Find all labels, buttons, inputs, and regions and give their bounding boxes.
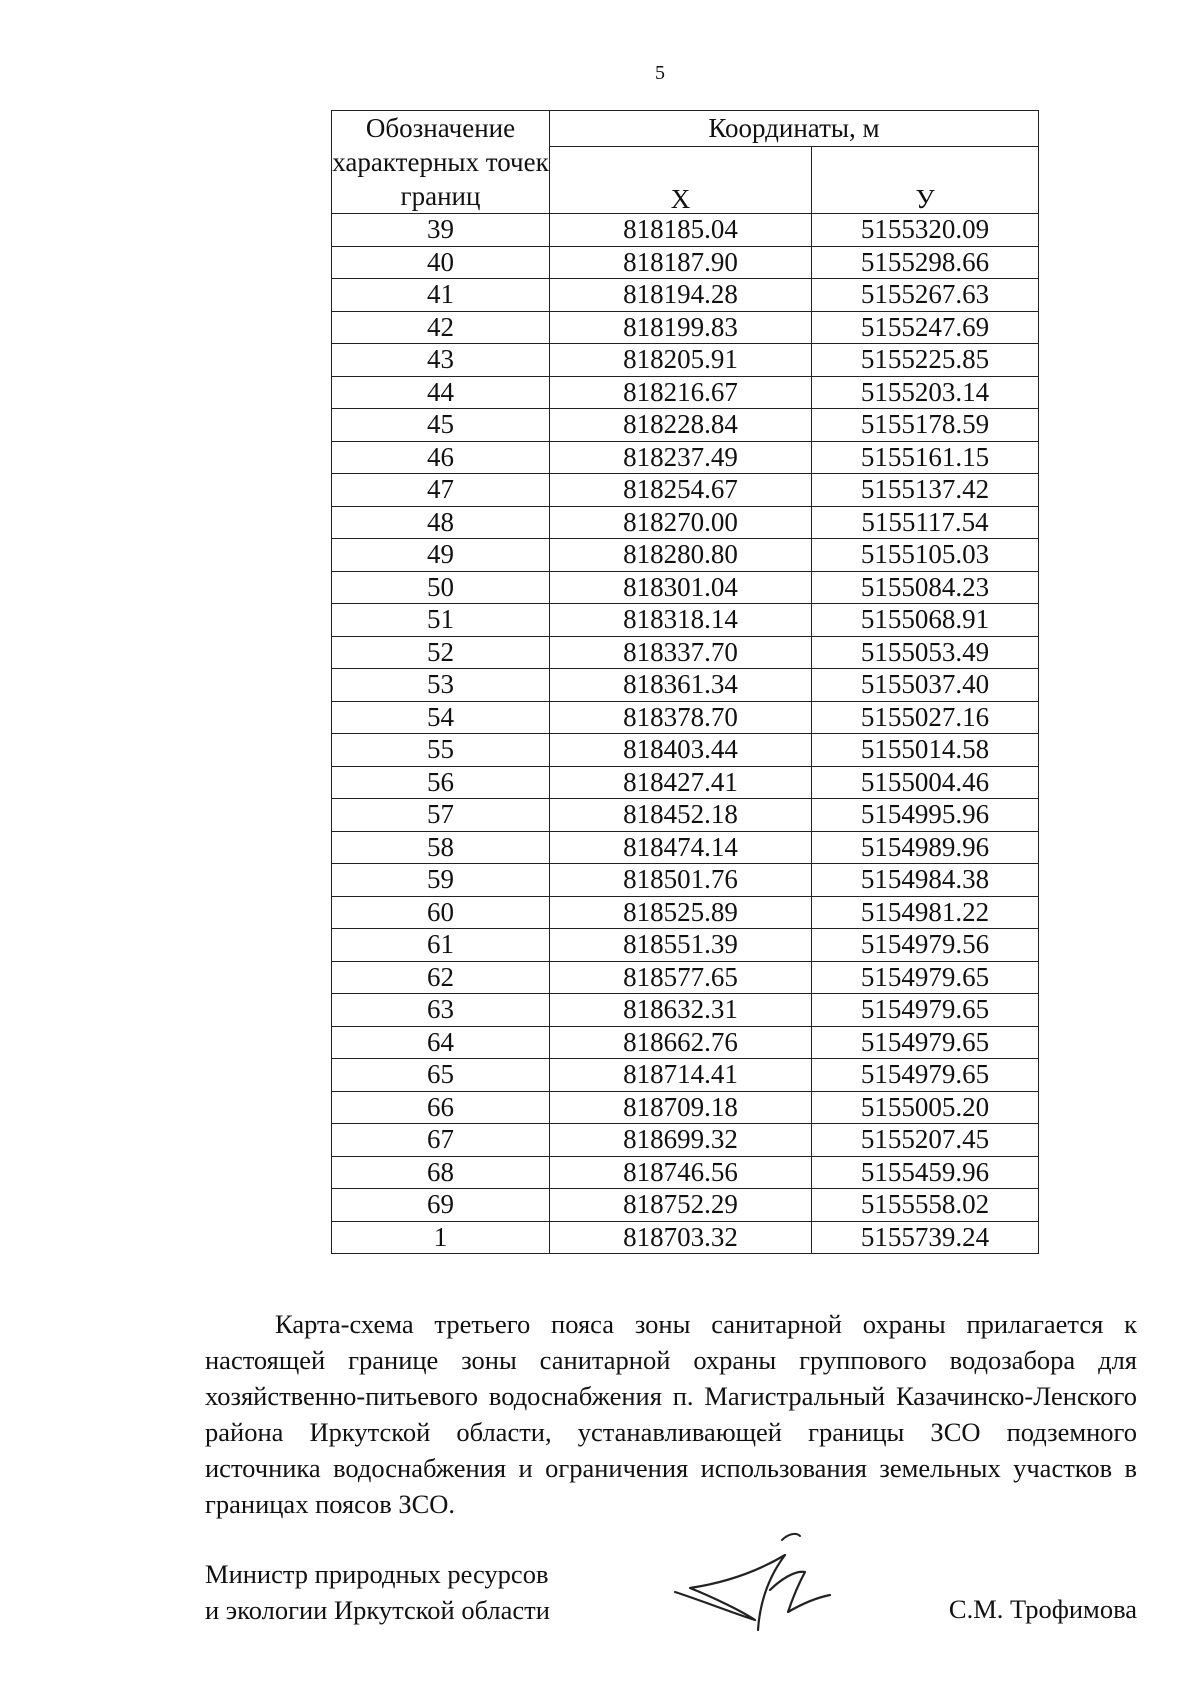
point-number-cell: 54 (332, 701, 550, 734)
point-number-cell: 40 (332, 246, 550, 279)
x-coordinate-cell: 818662.76 (550, 1026, 812, 1059)
y-coordinate-cell: 5154979.65 (812, 1026, 1039, 1059)
table-body (332, 214, 1039, 1254)
y-coordinate-cell: 5154979.65 (812, 994, 1039, 1027)
signer-name: С.М. Трофимова (948, 1594, 1137, 1624)
y-coordinate-cell: 5154984.38 (812, 864, 1039, 897)
table-row (332, 766, 1039, 799)
table-row (332, 1059, 1039, 1092)
table-row (332, 279, 1039, 312)
table-row (332, 669, 1039, 702)
table-row (332, 246, 1039, 279)
x-coordinate-cell: 818699.32 (550, 1124, 812, 1157)
point-number-cell: 48 (332, 506, 550, 539)
point-number-cell: 61 (332, 929, 550, 962)
y-coordinate-cell: 5154979.65 (812, 961, 1039, 994)
point-number-cell: 64 (332, 1026, 550, 1059)
y-coordinate-cell: 5155068.91 (812, 604, 1039, 637)
x-coordinate-cell: 818577.65 (550, 961, 812, 994)
y-coordinate-cell: 5155005.20 (812, 1091, 1039, 1124)
point-number-cell: 57 (332, 799, 550, 832)
y-coordinate-cell: 5155247.69 (812, 311, 1039, 344)
signature-position (205, 1556, 550, 1628)
y-coordinate-cell: 5155117.54 (812, 506, 1039, 539)
y-coordinate-cell: 5155105.03 (812, 539, 1039, 572)
x-coordinate-cell: 818746.56 (550, 1156, 812, 1189)
table-row (332, 214, 1039, 247)
y-coordinate-cell: 5155298.66 (812, 246, 1039, 279)
x-coordinate-cell: 818237.49 (550, 441, 812, 474)
y-coordinate-cell: 5155267.63 (812, 279, 1039, 312)
y-coordinate-cell: 5155320.09 (812, 214, 1039, 247)
point-number-cell: 53 (332, 669, 550, 702)
y-coordinate-cell: 5154989.96 (812, 831, 1039, 864)
paragraph-text: Карта-схема третьего пояса зоны санитарной охраны прилагается к настоящей границе зоны санитарной охраны группового водозабора для хозяйственно-питьевого водоснабжения п. Магистральный Казачинско-Ленского района Иркутской области, устанавливающей границы ЗСО подземного источника водоснабжения и ограничения использования земельных участков в границах поясов ЗСО. (205, 1309, 1137, 1519)
x-coordinate-cell: 818361.34 (550, 669, 812, 702)
x-coordinate-cell: 818270.00 (550, 506, 812, 539)
x-coordinate-cell: 818301.04 (550, 571, 812, 604)
y-coordinate-cell: 5155558.02 (812, 1189, 1039, 1222)
point-number-cell: 47 (332, 474, 550, 507)
description-paragraph (205, 1306, 1137, 1522)
header-designation: Обозначение характерных точек границ (332, 111, 550, 214)
header-y: У (812, 147, 1039, 214)
table-row (332, 799, 1039, 832)
table-row (332, 734, 1039, 767)
table-row (332, 1124, 1039, 1157)
point-number-cell: 59 (332, 864, 550, 897)
x-coordinate-cell: 818205.91 (550, 344, 812, 377)
table-row (332, 1156, 1039, 1189)
point-number-cell: 68 (332, 1156, 550, 1189)
point-number-cell: 44 (332, 376, 550, 409)
position-line-2: и экологии Иркутской области (205, 1595, 550, 1625)
y-coordinate-cell: 5155004.46 (812, 766, 1039, 799)
x-coordinate-cell: 818452.18 (550, 799, 812, 832)
point-number-cell: 55 (332, 734, 550, 767)
x-coordinate-cell: 818709.18 (550, 1091, 812, 1124)
point-number-cell: 51 (332, 604, 550, 637)
point-number-cell: 63 (332, 994, 550, 1027)
point-number-cell: 69 (332, 1189, 550, 1222)
y-coordinate-cell: 5155053.49 (812, 636, 1039, 669)
x-coordinate-cell: 818501.76 (550, 864, 812, 897)
y-coordinate-cell: 5155739.24 (812, 1221, 1039, 1254)
y-coordinate-cell: 5155161.15 (812, 441, 1039, 474)
table-row (332, 441, 1039, 474)
table-row (332, 506, 1039, 539)
table-row (332, 636, 1039, 669)
x-coordinate-cell: 818194.28 (550, 279, 812, 312)
point-number-cell: 42 (332, 311, 550, 344)
point-number-cell: 56 (332, 766, 550, 799)
y-coordinate-cell: 5155037.40 (812, 669, 1039, 702)
y-coordinate-cell: 5155027.16 (812, 701, 1039, 734)
x-coordinate-cell: 818752.29 (550, 1189, 812, 1222)
x-coordinate-cell: 818216.67 (550, 376, 812, 409)
point-number-cell: 67 (332, 1124, 550, 1157)
point-number-cell: 60 (332, 896, 550, 929)
table-row (332, 864, 1039, 897)
x-coordinate-cell: 818551.39 (550, 929, 812, 962)
x-coordinate-cell: 818714.41 (550, 1059, 812, 1092)
x-coordinate-cell: 818199.83 (550, 311, 812, 344)
point-number-cell: 1 (332, 1221, 550, 1254)
point-number-cell: 52 (332, 636, 550, 669)
y-coordinate-cell: 5154979.56 (812, 929, 1039, 962)
point-number-cell: 62 (332, 961, 550, 994)
point-number-cell: 45 (332, 409, 550, 442)
y-coordinate-cell: 5155137.42 (812, 474, 1039, 507)
table-row (332, 539, 1039, 572)
position-line-1: Министр природных ресурсов (205, 1559, 549, 1589)
y-coordinate-cell: 5155459.96 (812, 1156, 1039, 1189)
point-number-cell: 39 (332, 214, 550, 247)
table-row (332, 961, 1039, 994)
table-row (332, 376, 1039, 409)
y-coordinate-cell: 5155084.23 (812, 571, 1039, 604)
table-row (332, 1026, 1039, 1059)
x-coordinate-cell: 818254.67 (550, 474, 812, 507)
coordinates-table (331, 110, 1039, 1254)
table-row (332, 311, 1039, 344)
point-number-cell: 43 (332, 344, 550, 377)
point-number-cell: 58 (332, 831, 550, 864)
table-row (332, 896, 1039, 929)
x-coordinate-cell: 818318.14 (550, 604, 812, 637)
point-number-cell: 49 (332, 539, 550, 572)
table-row (332, 409, 1039, 442)
y-coordinate-cell: 5155014.58 (812, 734, 1039, 767)
y-coordinate-cell: 5154981.22 (812, 896, 1039, 929)
x-coordinate-cell: 818378.70 (550, 701, 812, 734)
table-row (332, 604, 1039, 637)
header-coordinates: Координаты, м (550, 111, 1039, 147)
table-row (332, 701, 1039, 734)
y-coordinate-cell: 5155203.14 (812, 376, 1039, 409)
x-coordinate-cell: 818632.31 (550, 994, 812, 1027)
point-number-cell: 65 (332, 1059, 550, 1092)
table-row (332, 1091, 1039, 1124)
table-row (332, 474, 1039, 507)
x-coordinate-cell: 818403.44 (550, 734, 812, 767)
table-row (332, 994, 1039, 1027)
table-row (332, 929, 1039, 962)
header-x: Х (550, 147, 812, 214)
y-coordinate-cell: 5155178.59 (812, 409, 1039, 442)
y-coordinate-cell: 5154979.65 (812, 1059, 1039, 1092)
x-coordinate-cell: 818703.32 (550, 1221, 812, 1254)
x-coordinate-cell: 818185.04 (550, 214, 812, 247)
handwritten-signature (670, 1530, 840, 1640)
x-coordinate-cell: 818525.89 (550, 896, 812, 929)
table-row (332, 344, 1039, 377)
x-coordinate-cell: 818427.41 (550, 766, 812, 799)
y-coordinate-cell: 5155207.45 (812, 1124, 1039, 1157)
point-number-cell: 41 (332, 279, 550, 312)
table-row (332, 571, 1039, 604)
point-number-cell: 66 (332, 1091, 550, 1124)
point-number-cell: 50 (332, 571, 550, 604)
table-row (332, 1221, 1039, 1254)
point-number-cell: 46 (332, 441, 550, 474)
x-coordinate-cell: 818280.80 (550, 539, 812, 572)
y-coordinate-cell: 5154995.96 (812, 799, 1039, 832)
x-coordinate-cell: 818474.14 (550, 831, 812, 864)
table-row (332, 1189, 1039, 1222)
table-row (332, 831, 1039, 864)
page-number: 5 (655, 62, 665, 84)
y-coordinate-cell: 5155225.85 (812, 344, 1039, 377)
x-coordinate-cell: 818228.84 (550, 409, 812, 442)
x-coordinate-cell: 818187.90 (550, 246, 812, 279)
x-coordinate-cell: 818337.70 (550, 636, 812, 669)
